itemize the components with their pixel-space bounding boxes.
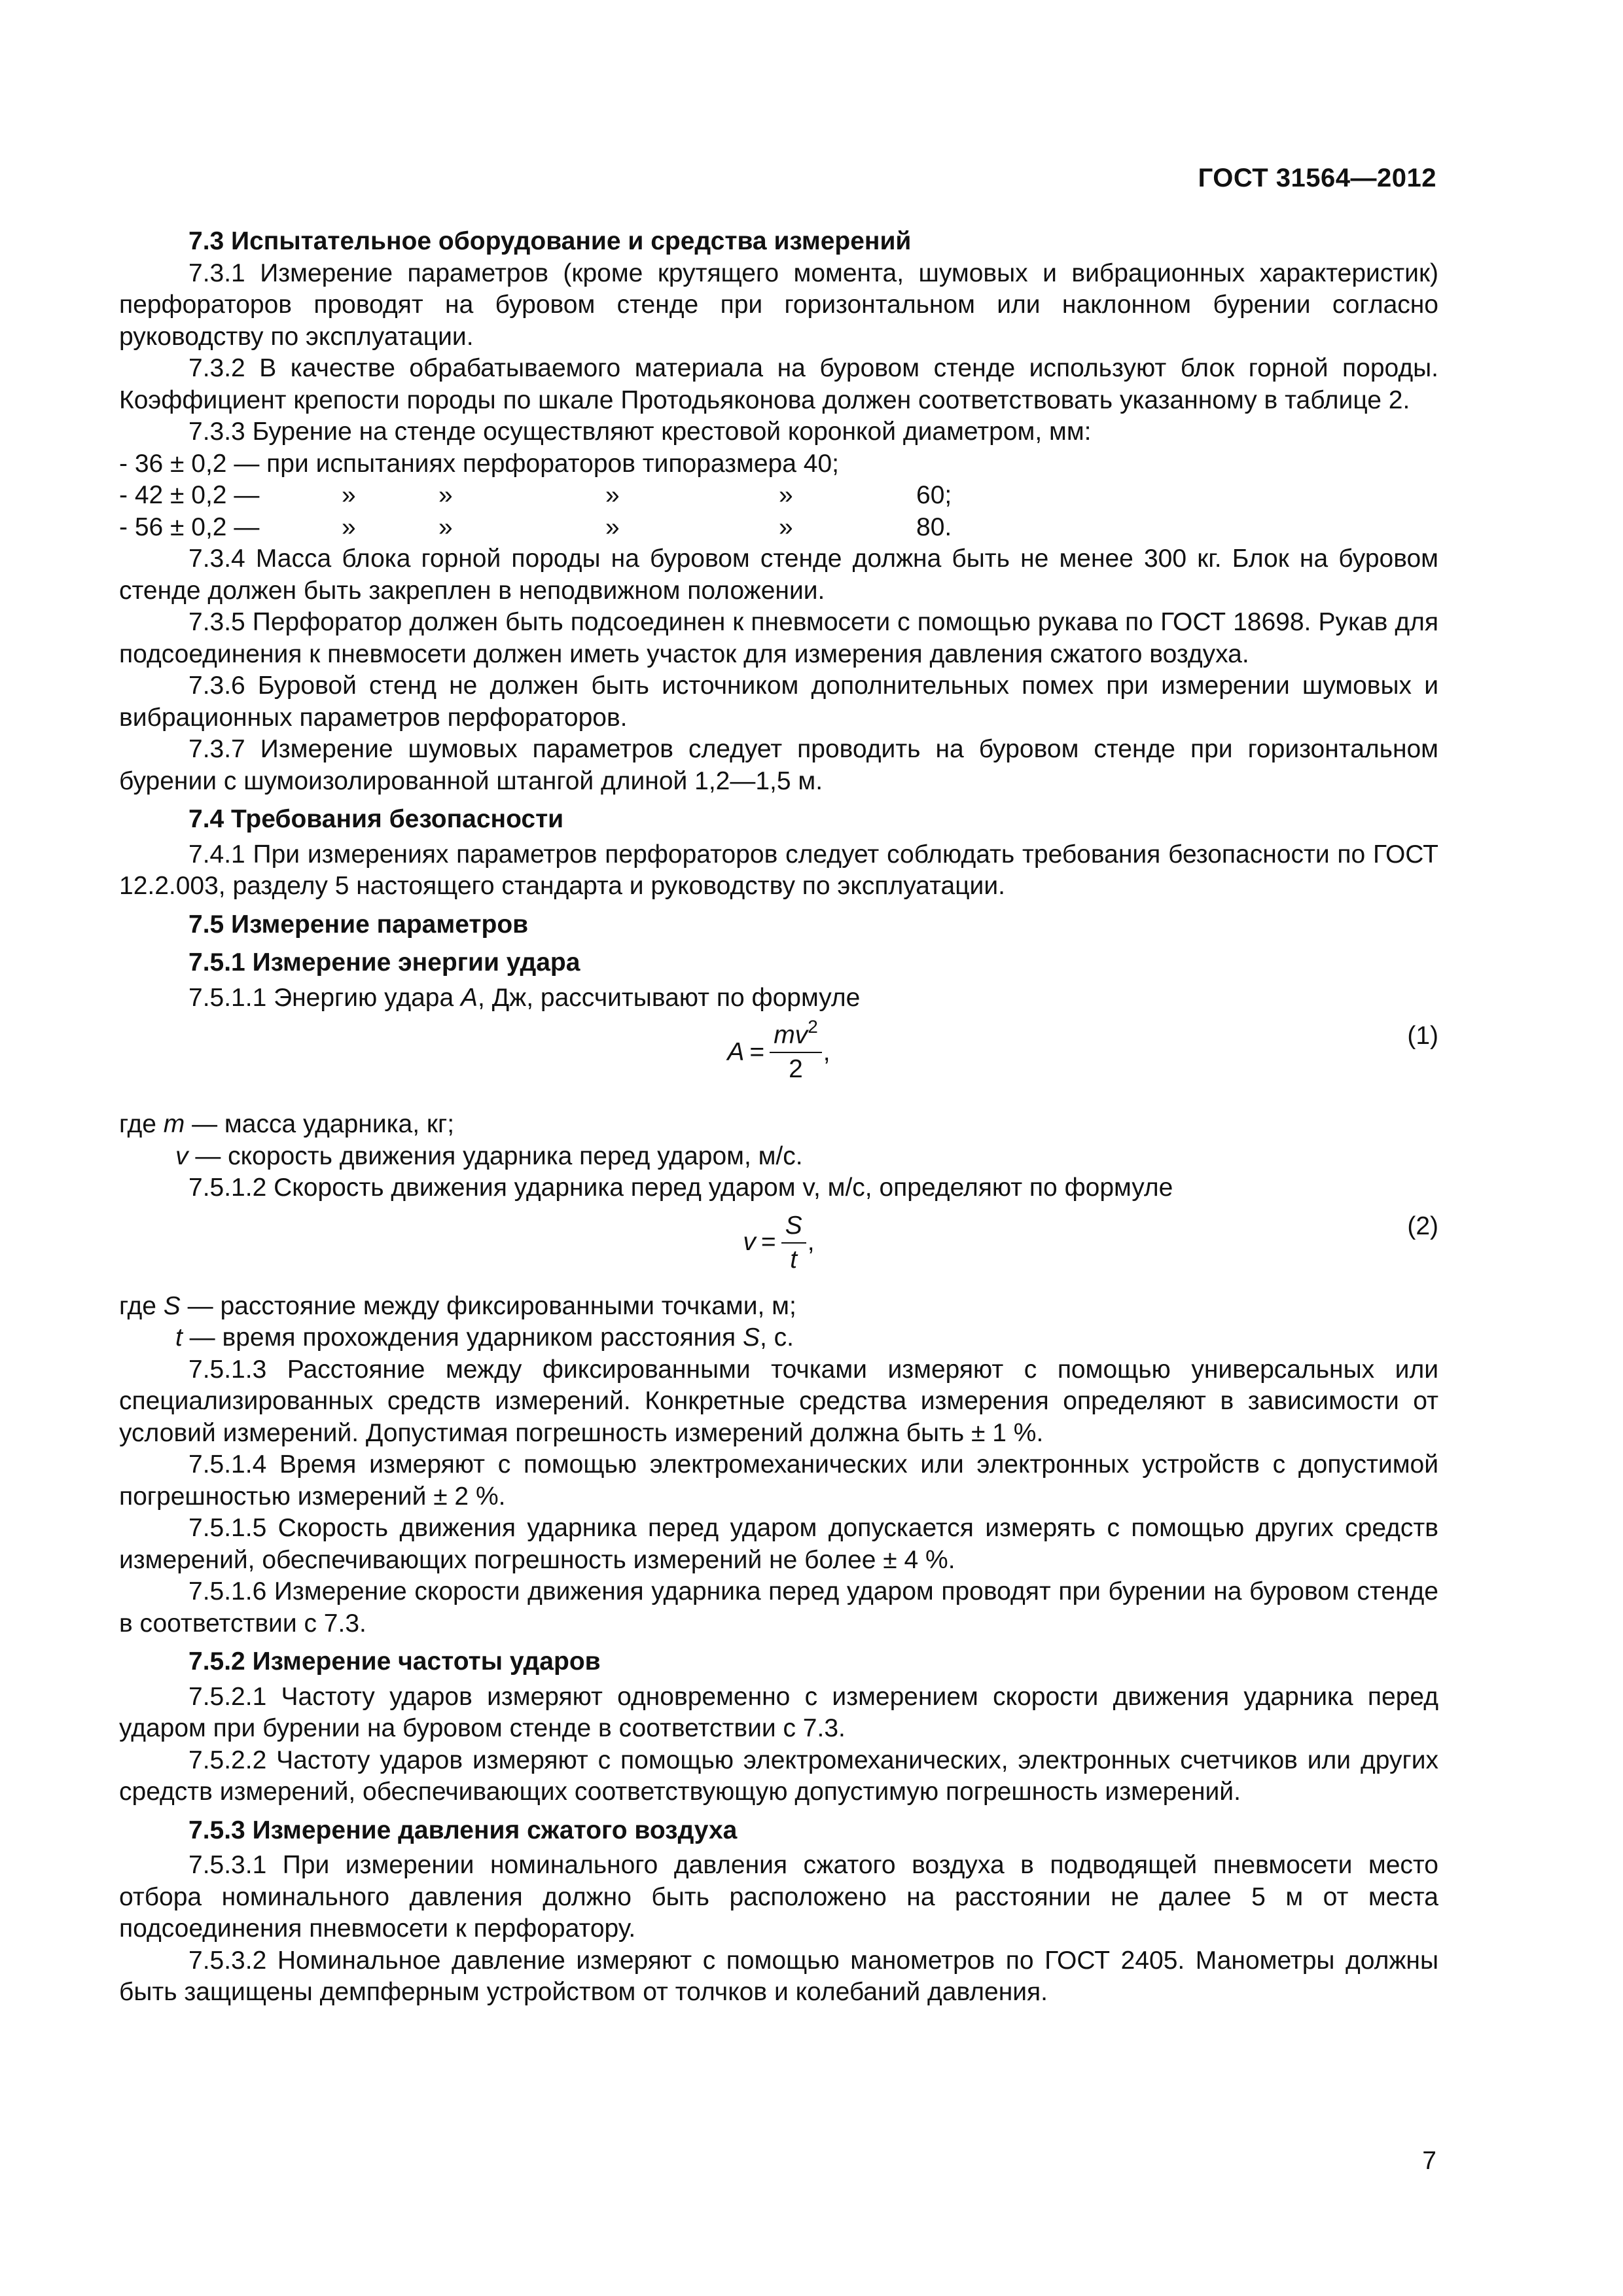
list-item-size: - 42 ± 0,2 — xyxy=(119,481,260,509)
section-7-5-3-heading: 7.5.3 Измерение давления сжатого воздуха xyxy=(188,1816,738,1844)
formula-fraction: $\frac{mv^2}{2}$ xyxy=(770,1020,822,1085)
section-7-5-1-heading: 7.5.1 Измерение энергии удара xyxy=(188,948,580,977)
section-7-4-heading: 7.4 Требования безопасности xyxy=(188,805,564,833)
list-item xyxy=(119,448,1438,480)
paragraph-7-5-1-3: 7.5.1.3 Расстояние между фиксированными точками измеряют с помощью универсальных или специализированных средств измерений. Конкретные средства измерения определяют в зависимости от условий измерений. Допустимая погрешность измерений должна быть ± 1 %. xyxy=(119,1355,1438,1447)
ditto-mark: » xyxy=(605,481,620,509)
list-item-text: - 36 ± 0,2 — при испытаниях перфораторов типоразмера 40; xyxy=(119,449,839,478)
paragraph-7-3-4: 7.3.4 Масса блока горной породы на буровом стенде должна быть не менее 300 кг. Блок на буровом стенде должен быть закреплен в неподвижном положении. xyxy=(119,545,1438,605)
paragraph-7-5-2-2: 7.5.2.2 Частоту ударов измеряют с помощью электромеханических, электронных счетчиков или других средств измерений, обеспечивающих соответствующую допустимую погрешность измерений. xyxy=(119,1746,1438,1806)
paragraph-7-5-1-1: 7.5.1.1 Энергию удара A, Дж, рассчитывают по формуле xyxy=(188,983,861,1012)
where-clause: где m — масса ударника, кг; xyxy=(119,1110,455,1138)
section-7-5-2-heading: 7.5.2 Измерение частоты ударов xyxy=(188,1647,601,1676)
crown-diameter-list xyxy=(119,448,1438,544)
list-item-type-size: 60; xyxy=(916,481,952,509)
where-clause: t — время прохождения ударником расстояния S, с. xyxy=(175,1323,794,1352)
where-clause: v — скорость движения ударника перед ударом, м/с. xyxy=(175,1141,803,1170)
list-item-type-size: 80. xyxy=(916,512,952,541)
ditto-mark: » xyxy=(342,512,356,541)
formula-2: v = $\frac{S}{t}$ , (2) xyxy=(743,1211,1438,1274)
paragraph-7-5-3-2: 7.5.3.2 Номинальное давление измеряют с помощью манометров по ГОСТ 2405. Манометры должны быть защищены демпферным устройством от толчков и колебаний давления. xyxy=(119,1946,1438,2006)
formula-number: (1) xyxy=(1407,1022,1438,1050)
ditto-mark: » xyxy=(342,481,356,509)
document-body xyxy=(119,226,1438,2009)
formula-equals: = xyxy=(749,1037,765,1066)
ditto-mark: » xyxy=(438,512,453,541)
page-number: 7 xyxy=(1422,2147,1436,2175)
list-item-size: - 56 ± 0,2 — xyxy=(119,512,260,541)
paragraph-7-5-2-1: 7.5.2.1 Частоту ударов измеряют одновременно с измерением скорости движения ударника перед ударом при бурении на буровом стенде в соответствии с 7.3. xyxy=(119,1682,1438,1742)
paragraph-7-5-1-4: 7.5.1.4 Время измеряют с помощью электромеханических или электронных устройств с допустимой погрешностью измерений ± 2 %. xyxy=(119,1450,1438,1511)
list-item xyxy=(119,512,1438,544)
paragraph-7-3-3: 7.3.3 Бурение на стенде осуществляют крестовой коронкой диаметром, мм: xyxy=(188,418,1092,446)
formula-1: A = $\frac{mv^2}{2}$ , (1) xyxy=(727,1016,1438,1083)
ditto-mark: » xyxy=(779,512,793,541)
paragraph-7-5-3-1: 7.5.3.1 При измерении номинального давления сжатого воздуха в подводящей пневмосети место отбора номинального давления должно быть расположено на расстоянии не далее 5 м от места подсоединения пневмосети к перфоратору. xyxy=(119,1851,1438,1943)
ditto-mark: » xyxy=(438,481,453,509)
ditto-mark: » xyxy=(605,512,620,541)
formula-number: (2) xyxy=(1407,1211,1438,1240)
formula-equals: = xyxy=(760,1228,776,1257)
paragraph-7-3-7: 7.3.7 Измерение шумовых параметров следует проводить на буровом стенде при горизонтальном бурении с шумоизолированной штангой длиной 1,2—1,5 м. xyxy=(119,735,1438,795)
section-7-5-heading: 7.5 Измерение параметров xyxy=(188,910,529,939)
section-7-3-heading: 7.3 Испытательное оборудование и средства измерений xyxy=(188,227,912,255)
paragraph-7-4-1: 7.4.1 При измерениях параметров перфораторов следует соблюдать требования безопасности по ГОСТ 12.2.003, разделу 5 настоящего стандарта и руководству по эксплуатации. xyxy=(119,840,1438,900)
paragraph-7-3-2: 7.3.2 В качестве обрабатываемого материала на буровом стенде используют блок горной породы. Коэффициент крепости породы по шкале Протодьяконова должен соответствовать указанному в таблице 2. xyxy=(119,354,1438,414)
paragraph-7-3-6: 7.3.6 Буровой стенд не должен быть источником дополнительных помех при измерении шумовых и вибрационных параметров перфораторов. xyxy=(119,672,1438,732)
paragraph-7-5-1-6: 7.5.1.6 Измерение скорости движения ударника перед ударом проводят при бурении на буровом стенде в соответствии с 7.3. xyxy=(119,1577,1438,1638)
formula-fraction: $\frac{S}{t}$ xyxy=(781,1211,806,1275)
paragraph-7-5-1-2: 7.5.1.2 Скорость движения ударника перед ударом v, м/с, определяют по формуле xyxy=(188,1174,1173,1202)
formula-lhs: v xyxy=(743,1228,756,1257)
ditto-mark: » xyxy=(779,481,793,509)
list-item xyxy=(119,480,1438,512)
standard-header: ГОСТ 31564—2012 xyxy=(1198,164,1436,192)
paragraph-7-3-5: 7.3.5 Перфоратор должен быть подсоединен к пневмосети с помощью рукава по ГОСТ 18698. Рукав для подсоединения к пневмосети должен иметь участок для измерения давления сжатого воздуха. xyxy=(119,608,1438,668)
paragraph-7-3-1: 7.3.1 Измерение параметров (кроме крутящего момента, шумовых и вибрационных характеристик) перфораторов проводят на буровом стенде при горизонтальном или наклонном бурении согласно руководству по эксплуатации. xyxy=(119,259,1438,351)
formula-lhs: A xyxy=(727,1037,745,1066)
paragraph-7-5-1-5: 7.5.1.5 Скорость движения ударника перед ударом допускается измерять с помощью других средств измерений, обеспечивающих погрешность измерений не более ± 4 %. xyxy=(119,1514,1438,1574)
where-clause: где S — расстояние между фиксированными точками, м; xyxy=(119,1291,796,1320)
